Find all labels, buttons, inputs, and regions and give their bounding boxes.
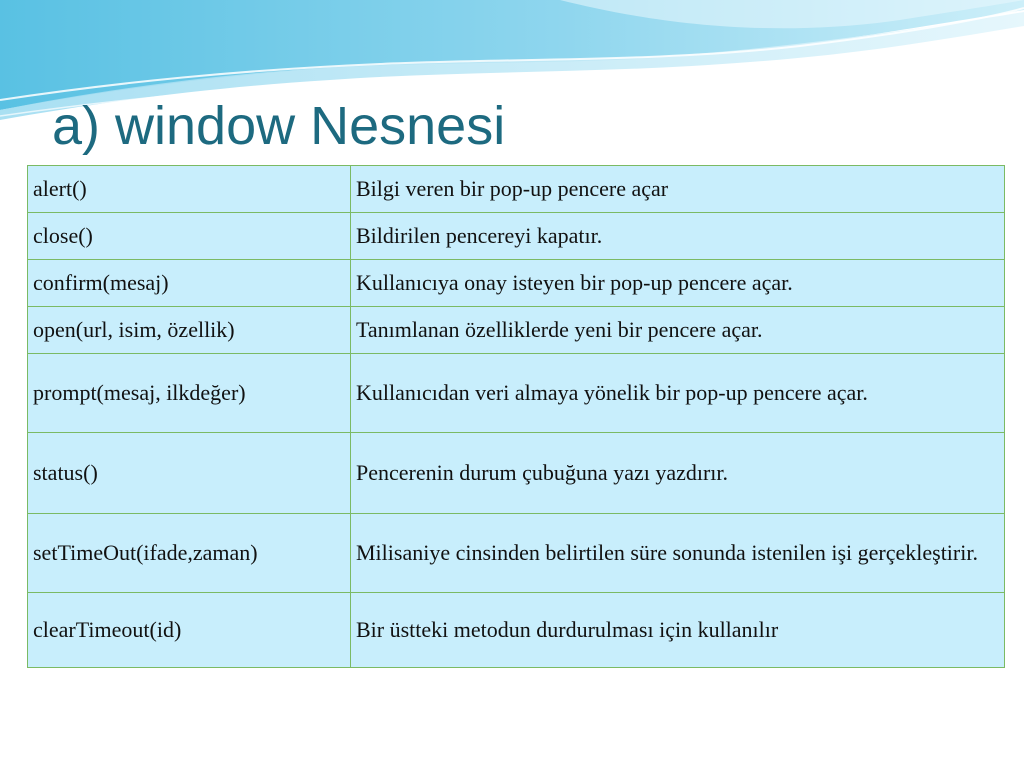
- description-cell: Kullanıcıdan veri almaya yönelik bir pop-up pencere açar.: [351, 354, 1005, 433]
- table-row: [28, 166, 1005, 213]
- method-cell: status(): [28, 433, 351, 514]
- method-cell: alert(): [28, 166, 351, 213]
- method-cell: setTimeOut(ifade,zaman): [28, 514, 351, 593]
- description-cell: Tanımlanan özelliklerde yeni bir pencere açar.: [351, 307, 1005, 354]
- method-cell: close(): [28, 213, 351, 260]
- table-row: [28, 260, 1005, 307]
- methods-table: [27, 165, 1005, 668]
- description-cell: Pencerenin durum çubuğuna yazı yazdırır.: [351, 433, 1005, 514]
- table-row: [28, 307, 1005, 354]
- slide-title: a) window Nesnesi: [52, 96, 506, 156]
- description-cell: Bir üstteki metodun durdurulması için kullanılır: [351, 593, 1005, 668]
- method-cell: prompt(mesaj, ilkdeğer): [28, 354, 351, 433]
- table-row: [28, 433, 1005, 514]
- table-row: [28, 514, 1005, 593]
- description-cell: Kullanıcıya onay isteyen bir pop-up pencere açar.: [351, 260, 1005, 307]
- table-row: [28, 593, 1005, 668]
- description-cell: Milisaniye cinsinden belirtilen süre sonunda istenilen işi gerçekleştirir.: [351, 514, 1005, 593]
- description-cell: Bilgi veren bir pop-up pencere açar: [351, 166, 1005, 213]
- table-row: [28, 213, 1005, 260]
- description-cell: Bildirilen pencereyi kapatır.: [351, 213, 1005, 260]
- method-cell: confirm(mesaj): [28, 260, 351, 307]
- method-cell: clearTimeout(id): [28, 593, 351, 668]
- table-row: [28, 354, 1005, 433]
- method-cell: open(url, isim, özellik): [28, 307, 351, 354]
